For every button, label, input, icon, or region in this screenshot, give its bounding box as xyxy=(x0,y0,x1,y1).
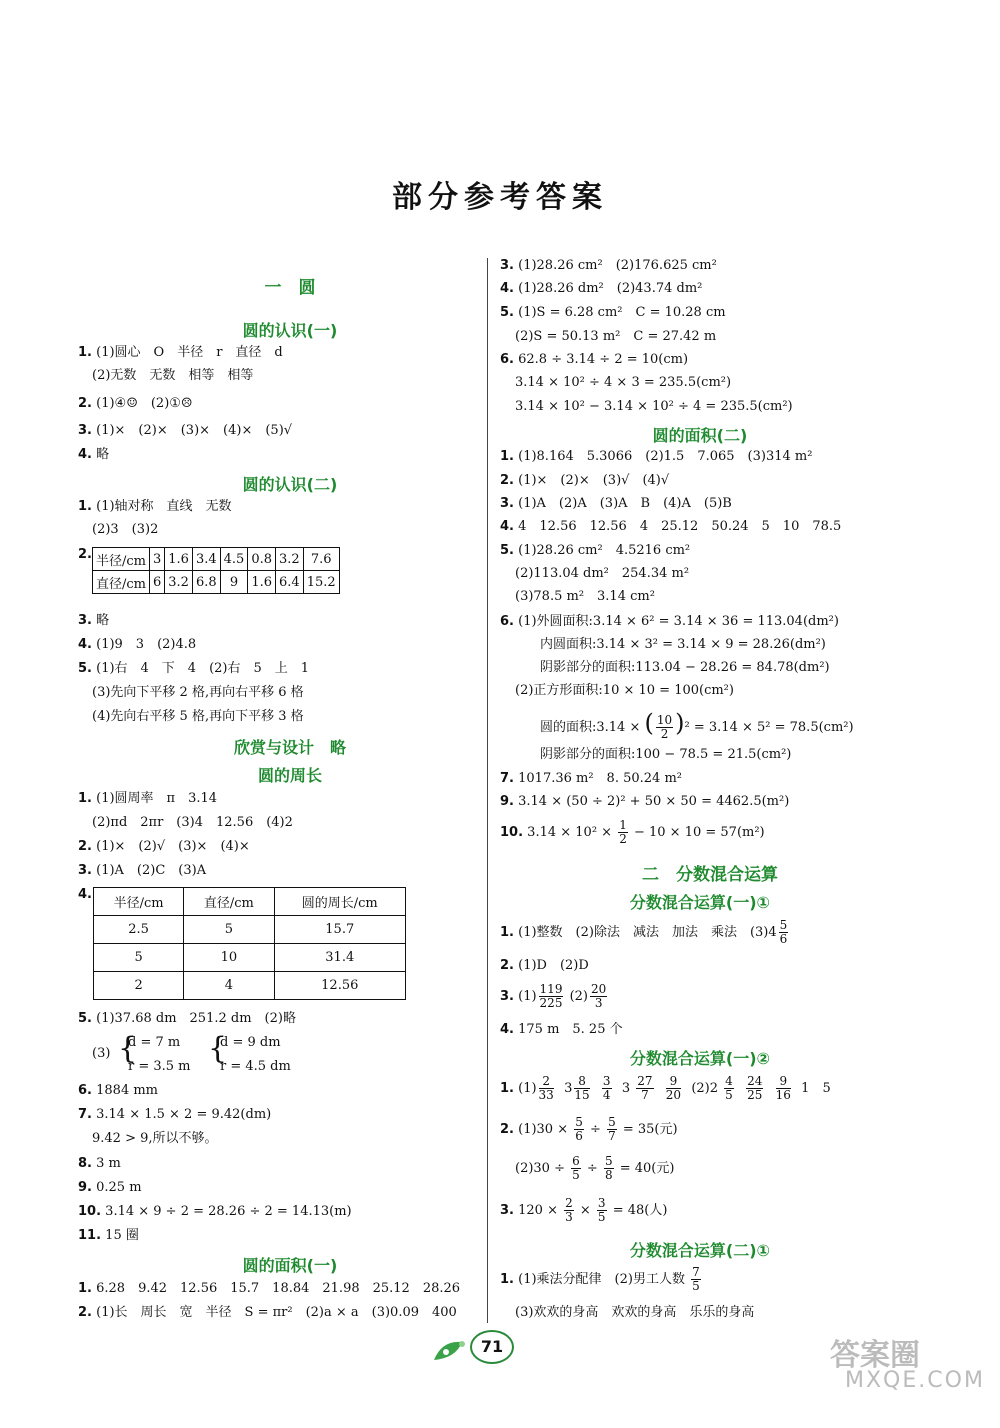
answer-line: 4. 略 xyxy=(78,447,110,462)
answer-line: 2. (1)× (2)√ (3)× (4)× xyxy=(78,839,250,854)
answer-line: (3)先向下平移 2 格,再向右平移 6 格 xyxy=(92,685,304,700)
answer-line: d = 7 m xyxy=(128,1035,181,1050)
chapter-heading: 一 圆 xyxy=(264,278,316,298)
answer-line: (3)欢欢的身高 欢欢的身高 乐乐的身高 xyxy=(515,1305,755,1320)
answer-line: (2)30 ÷ $\frac{6}{5}$ ÷ $\frac{5}{8}$ = 40(元) xyxy=(515,1154,675,1182)
answer-line: 7. 3.14 × 1.5 × 2 = 9.42(dm) xyxy=(78,1107,272,1122)
answer-line: 3. (1)A (2)C (3)A xyxy=(78,863,207,878)
answer-line: 2. xyxy=(78,547,92,562)
circumference-table xyxy=(93,887,406,1000)
answer-line: 3. (1)× (2)× (3)× (4)× (5)√ xyxy=(78,423,293,438)
table-row: 2 4 12.56 xyxy=(94,972,406,1000)
brace-icon: { xyxy=(208,1031,228,1066)
answer-line: (2)3 (3)2 xyxy=(92,522,159,537)
answer-line: 3.14 × 10² ÷ 4 × 3 = 235.5(cm²) xyxy=(515,375,732,390)
answer-line: 1. (1)圆心 O 半径 r 直径 d xyxy=(78,345,283,360)
answer-line: 7. 1017.36 m² 8. 50.24 m² xyxy=(500,771,682,786)
section-heading: 分数混合运算(一)② xyxy=(629,1049,771,1068)
answer-line: 9.42 > 9,所以不够。 xyxy=(92,1131,218,1146)
answer-line: 内圆面积:3.14 × 3² = 3.14 × 9 = 28.26(dm²) xyxy=(540,637,826,652)
section-heading: 圆的周长 xyxy=(257,766,322,785)
answer-line: 3. (1)A (2)A (3)A B (4)A (5)B xyxy=(500,496,732,511)
answer-line: 4. xyxy=(78,887,92,902)
answer-line: 阴影部分的面积:113.04 − 28.26 = 84.78(dm²) xyxy=(540,660,830,675)
answer-line: 1. 6.28 9.42 12.56 15.7 18.84 21.98 25.12 28.26 xyxy=(78,1281,461,1296)
section-heading: 分数混合运算(一)① xyxy=(629,893,771,912)
answer-line: 5. (1)37.68 dm 251.2 dm (2)略 xyxy=(78,1011,296,1026)
answer-line: 3. (1) $\frac{119}{225}$ (2) $\frac{20}{3}$ xyxy=(500,982,607,1010)
answer-line: 10. 3.14 × 9 ÷ 2 = 28.26 ÷ 2 = 14.13(m) xyxy=(78,1204,352,1219)
answer-line: (3)78.5 m² 3.14 cm² xyxy=(515,589,655,604)
answer-line: 5. (1)右 4 下 4 (2)右 5 上 1 xyxy=(78,661,310,676)
answer-line: 5. (1)28.26 cm² 4.5216 cm² xyxy=(500,543,691,558)
answer-line: 11. 15 圈 xyxy=(78,1228,139,1243)
answer-line: 阴影部分的面积:100 − 78.5 = 21.5(cm²) xyxy=(540,747,792,762)
section-heading: 圆的认识(二) xyxy=(242,475,338,494)
answer-line: 2. (1)长 周长 宽 半径 S = πr² (2)a × a (3)0.09 400 xyxy=(78,1305,457,1320)
answer-line: (4)先向右平移 5 格,再向下平移 3 格 xyxy=(92,709,304,724)
answer-line: 1. (1)整数 (2)除法 减法 加法 乘法 (3)4 $\frac{5}{6}$ xyxy=(500,918,788,946)
answer-line: 5. (1)S = 6.28 cm² C = 10.28 cm xyxy=(500,305,726,320)
table-row: 5 10 31.4 xyxy=(94,944,406,972)
answer-line: (2)无数 无数 相等 相等 xyxy=(92,368,254,383)
answer-line: (2)正方形面积:10 × 10 = 100(cm²) xyxy=(515,683,734,698)
answer-line: (2)πd 2πr (3)4 12.56 (4)2 xyxy=(92,815,293,830)
page-number: 71 xyxy=(470,1330,514,1364)
answer-line: 6. 1884 mm xyxy=(78,1083,158,1098)
answer-line: 1. (1)圆周率 π 3.14 xyxy=(78,791,218,806)
answer-line: (2)S = 50.13 m² C = 27.42 m xyxy=(515,329,717,344)
answer-line: r = 3.5 m xyxy=(128,1059,191,1074)
answer-line: 2. (1)D (2)D xyxy=(500,958,589,973)
answer-line: 4. (1)9 3 (2)4.8 xyxy=(78,637,197,652)
section-heading: 圆的面积(一) xyxy=(242,1256,338,1275)
answer-line: r = 4.5 dm xyxy=(220,1059,291,1074)
column-divider xyxy=(487,258,488,1323)
page-title: 部分参考答案 xyxy=(392,180,608,215)
leaf-decoration-icon xyxy=(432,1336,472,1364)
table-row: 半径/cm 3 1.6 3.4 4.5 0.8 3.2 7.6 xyxy=(93,548,340,571)
answer-line: (3) xyxy=(92,1046,111,1061)
answer-line: 3. 120 × $\frac{2}{3}$ × $\frac{3}{5}$ = 48(人) xyxy=(500,1196,668,1224)
table-row: 直径/cm 6 3.2 6.8 9 1.6 6.4 15.2 xyxy=(93,571,340,594)
section-heading: 分数混合运算(二)① xyxy=(629,1241,771,1260)
brace-icon: { xyxy=(118,1031,138,1066)
answer-line: 2. (1)30 × $\frac{5}{6}$ ÷ $\frac{5}{7}$ = 35(元) xyxy=(500,1115,678,1143)
radius-diameter-table xyxy=(92,547,340,594)
answer-line: 3.14 × 10² − 3.14 × 10² ÷ 4 = 235.5(cm²) xyxy=(515,399,793,414)
answer-line: 9. 0.25 m xyxy=(78,1180,142,1195)
answer-line: 4. (1)28.26 dm² (2)43.74 dm² xyxy=(500,281,703,296)
answer-line: 1. (1)8.164 5.3066 (2)1.5 7.065 (3)314 m² xyxy=(500,449,813,464)
answer-line: 4. 175 m 5. 25 个 xyxy=(500,1022,623,1037)
answer-line: 2. (1)× (2)× (3)√ (4)√ xyxy=(500,473,670,488)
answer-line: 9. 3.14 × (50 ÷ 2)² + 50 × 50 = 4462.5(m²) xyxy=(500,794,790,809)
section-heading: 欣赏与设计 略 xyxy=(233,738,346,757)
watermark-url: MXQE.COM xyxy=(845,1368,985,1393)
answer-line: 2. (1)④☺ (2)①☹ xyxy=(78,396,193,411)
answer-line: 1. (1)乘法分配律 (2)男工人数 $\frac{7}{5}$ xyxy=(500,1265,700,1293)
section-heading: 圆的面积(二) xyxy=(652,426,748,445)
answer-line: 6. (1)外圆面积:3.14 × 6² = 3.14 × 36 = 113.04(dm²) xyxy=(500,614,839,629)
chapter-heading: 二 分数混合运算 xyxy=(642,865,778,885)
answer-line: 4. 4 12.56 12.56 4 25.12 50.24 5 10 78.5 xyxy=(500,519,842,534)
answer-line: 10. 3.14 × 10² × $\frac{1}{2}$ − 10 × 10 = 57(m²) xyxy=(500,818,765,846)
answer-line: 圆的面积:3.14 × ( $\frac{10}{2}$ )² = 3.14 × 5² = 78.5(cm²) xyxy=(540,709,854,741)
answer-line: 8. 3 m xyxy=(78,1156,121,1171)
answer-line: (2)113.04 dm² 254.34 m² xyxy=(515,566,690,581)
answer-line: 3. (1)28.26 cm² (2)176.625 cm² xyxy=(500,258,717,273)
answer-line: 3. 略 xyxy=(78,613,110,628)
answer-line: 1. (1) $\frac{2}{33}$ 3 $\frac{8}{15}$ $\frac{3}{4}$ 3 $\frac{27}{7}$ $\frac{9}{20}$ (2)2 $\frac{4}{5}$ $\frac{24}{25}$ $\frac{9}{16}$ 1 5 xyxy=(500,1074,831,1102)
answer-line: 6. 62.8 ÷ 3.14 ÷ 2 = 10(cm) xyxy=(500,352,689,367)
answer-line: d = 9 dm xyxy=(220,1035,281,1050)
watermark-logo: 答案圈 xyxy=(830,1338,920,1373)
answer-line: 1. (1)轴对称 直线 无数 xyxy=(78,499,232,514)
table-row: 半径/cm 直径/cm 圆的周长/cm xyxy=(94,888,406,916)
table-row: 2.5 5 15.7 xyxy=(94,916,406,944)
section-heading: 圆的认识(一) xyxy=(242,321,338,340)
